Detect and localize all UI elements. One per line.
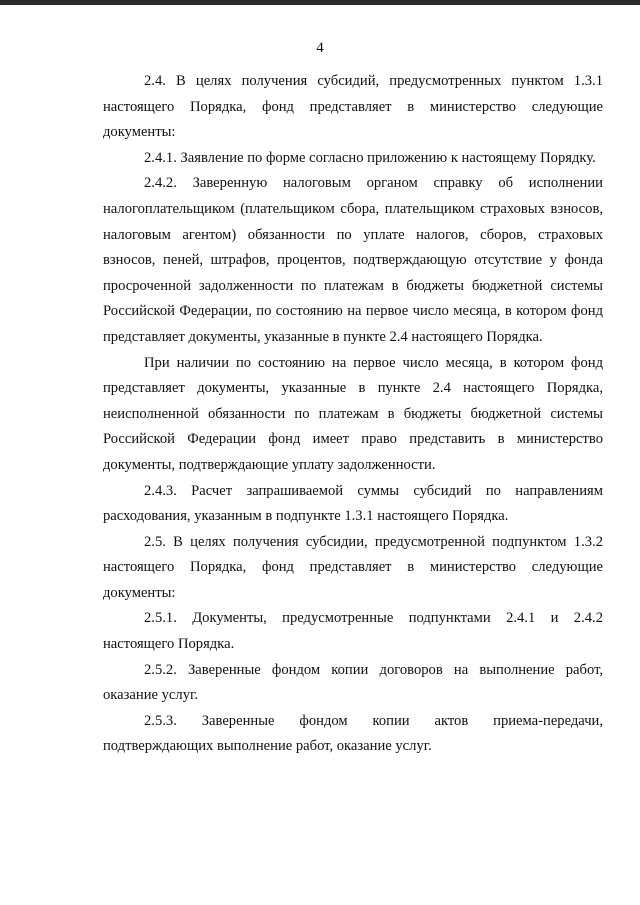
paragraph-2-5-1: 2.5.1. Документы, предусмотренные подпунктами 2.4.1 и 2.4.2 настоящего Порядка. [103, 610, 603, 653]
paragraph-2-4: 2.4. В целях получения субсидий, предусмотренных пунктом 1.3.1 настоящего Порядка, фонд представляет в министерство следующие документы: [103, 73, 603, 141]
document-body [103, 69, 603, 760]
paragraph-2-5-3: 2.5.3. Заверенные фондом копии актов приема-передачи, подтверждающих выполнение работ, оказание услуг. [103, 712, 603, 755]
page-top-border [0, 0, 640, 5]
paragraph-2-4-3: 2.4.3. Расчет запрашиваемой суммы субсидий по направлениям расходования, указанным в подпункте 1.3.1 настоящего Порядка. [103, 482, 603, 525]
paragraph-2-5-2: 2.5.2. Заверенные фондом копии договоров на выполнение работ, оказание услуг. [103, 661, 603, 704]
page-number: 4 [316, 40, 324, 56]
paragraph-2-4-1: 2.4.1. Заявление по форме согласно приложению к настоящему Порядку. [144, 149, 596, 166]
paragraph-debt-provision: При наличии по состоянию на первое число месяца, в котором фонд представляет документы, указанные в пункте 2.4 настоящего Порядка, неисполненной обязанности по платежам в бюджеты бюджетной системы Российской Федерации фонд имеет право представить в министерство документы, подтверждающие уплату задолженности. [103, 354, 603, 473]
paragraph-2-5: 2.5. В целях получения субсидии, предусмотренной подпунктом 1.3.2 настоящего Порядка, фонд представляет в министерство следующие документы: [103, 533, 603, 601]
paragraph-2-4-2: 2.4.2. Заверенную налоговым органом справку об исполнении налогоплательщиком (плательщиком сбора, плательщиком страховых взносов, налоговым агентом) обязанности по уплате налогов, сборов, страховых взносов, пеней, штрафов, процентов, подтверждающую отсутствие у фонда просроченной задолженности по платежам в бюджеты бюджетной системы Российской Федерации, по состоянию на первое число месяца, в котором фонд представляет документы, указанные в пункте 2.4 настоящего Порядка. [103, 175, 603, 345]
